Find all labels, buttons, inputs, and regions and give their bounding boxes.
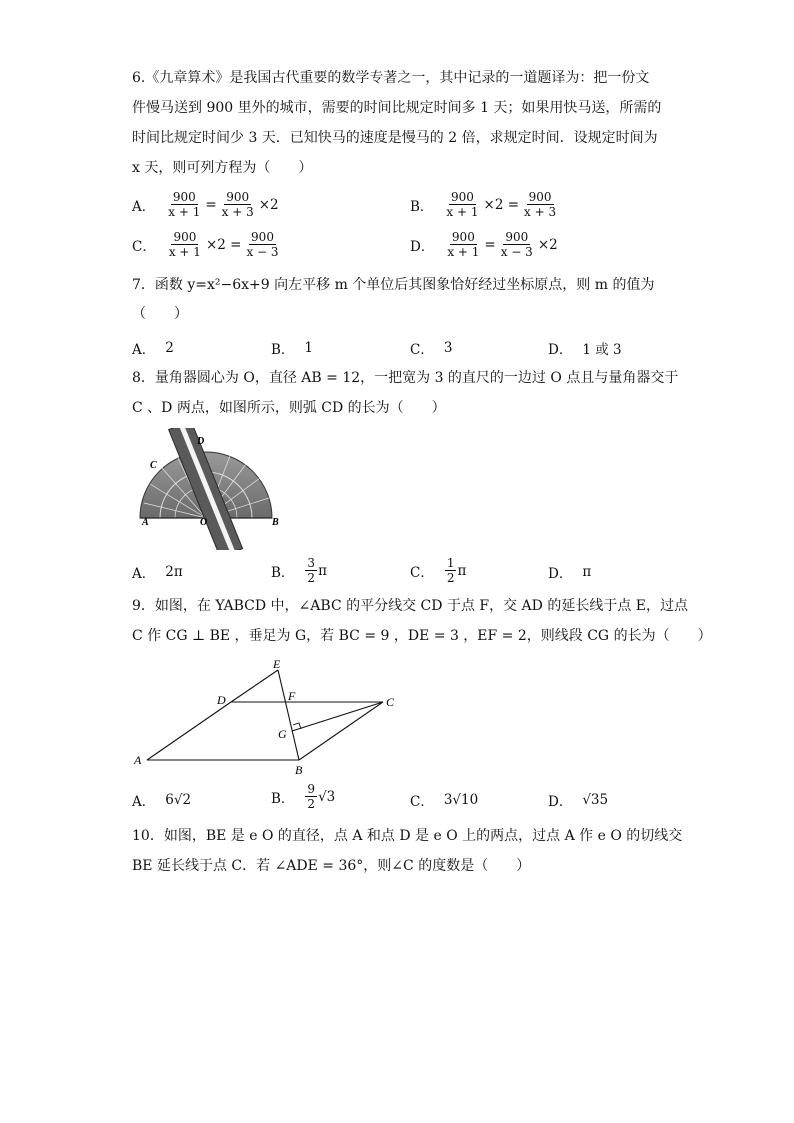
q7-line-1: 7．函数 y=x²−6x+9 向左平移 m 个单位后其图象恰好经过坐标原点，则 m 的值为 [132, 277, 655, 293]
label-a: A [134, 753, 142, 767]
q6-line-3: 时间比规定时间少 3 天．已知快马的速度是慢马的 2 倍，求规定时间．设规定时间为 [132, 130, 658, 146]
q8-option-b: B． $\frac{3}{2}$ π [271, 556, 327, 585]
label-e: E [273, 657, 281, 671]
q9-option-d: D． √35 [548, 792, 609, 810]
label-d: D [217, 693, 226, 707]
q9-option-a: A． 6√2 [132, 792, 192, 810]
label-g: G [278, 727, 287, 741]
q7-option-a: A． 2 [132, 340, 174, 358]
q10-line-1: 10．如图，BE 是 e O 的直径，点 A 和点 D 是 e O 上的两点，过点 A 作 e O 的切线交 [132, 828, 683, 844]
fraction: $\frac{900}{x - 3}$ [500, 230, 533, 259]
q9-line-1: 9．如图，在 YABCD 中，∠ABC 的平分线交 CD 于点 F，交 AD 的延长线于点 E，过点 [132, 598, 689, 614]
label-o: O [200, 517, 208, 528]
fraction: $\frac{1}{2}$ [446, 556, 455, 585]
label-b: B [272, 517, 279, 528]
q8-option-a: A． 2π [132, 564, 183, 582]
fraction: $\frac{9}{2}$ [307, 782, 316, 811]
q8-line-1: 8．量角器圆心为 O，直径 AB = 12，一把宽为 3 的直尺的一边过 O 点且与量角器交于 [132, 370, 679, 386]
label-f: F [288, 689, 296, 703]
q6-option-d: D． $\frac{900}{x + 1}$ = $\frac{900}{x - 3}$ ×2 [410, 230, 558, 259]
fraction: $\frac{3}{2}$ [307, 556, 316, 585]
q7-line-2: （ ） [132, 306, 188, 322]
label-c: C [386, 695, 395, 709]
fraction: $\frac{900}{x + 1}$ [168, 230, 201, 259]
q8-option-d: D． π [548, 564, 592, 582]
label-a: A [142, 517, 149, 528]
q6-option-c: C． $\frac{900}{x + 1}$ ×2 = $\frac{900}{x - 3}$ [132, 230, 279, 259]
q8-option-c: C． $\frac{1}{2}$ π [410, 556, 467, 585]
q6-line-1: 6.《九章算术》是我国古代重要的数学专著之一，其中记录的一道题译为：把一份文 [132, 70, 650, 86]
label-d: D [197, 436, 205, 447]
q7-option-c: C． 3 [410, 340, 453, 358]
q9-line-2: C 作 CG ⊥ BE ，垂足为 G，若 BC = 9 ，DE = 3 ，EF = 2，则线段 CG 的长为（ ） [132, 628, 712, 644]
q6-line-2: 件慢马送到 900 里外的城市，需要的时间比规定时间多 1 天；如果用快马送，所需的 [132, 100, 662, 116]
protractor-figure [130, 428, 290, 550]
q6-option-a: A． $\frac{900}{x + 1}$ = $\frac{900}{x + 3}$ ×2 [132, 190, 279, 219]
q9-option-b: B． $\frac{9}{2}$ √3 [271, 782, 336, 811]
label-c: C [150, 460, 157, 471]
fraction: $\frac{900}{x + 1}$ [168, 190, 201, 219]
parallelogram-figure [130, 656, 410, 778]
q8-line-2: C 、D 两点，如图所示，则弧 CD 的长为（ ） [132, 400, 446, 416]
fraction: $\frac{900}{x + 3}$ [221, 190, 254, 219]
q7-option-d: D． 1 或 3 [548, 342, 622, 358]
fraction: $\frac{900}{x + 1}$ [446, 190, 479, 219]
fraction: $\frac{900}{x + 1}$ [447, 230, 480, 259]
q6-option-b: B． $\frac{900}{x + 1}$ ×2 = $\frac{900}{x + 3}$ [410, 190, 557, 219]
q9-option-c: C． 3√10 [410, 792, 479, 810]
q10-line-2: BE 延长线于点 C．若 ∠ADE = 36°，则∠C 的度数是（ ） [132, 858, 531, 874]
label-b: B [295, 763, 303, 777]
fraction: $\frac{900}{x - 3}$ [246, 230, 279, 259]
fraction: $\frac{900}{x + 3}$ [524, 190, 557, 219]
q6-line-4: x 天，则可列方程为（ ） [132, 160, 313, 176]
q7-option-b: B． 1 [271, 340, 314, 358]
